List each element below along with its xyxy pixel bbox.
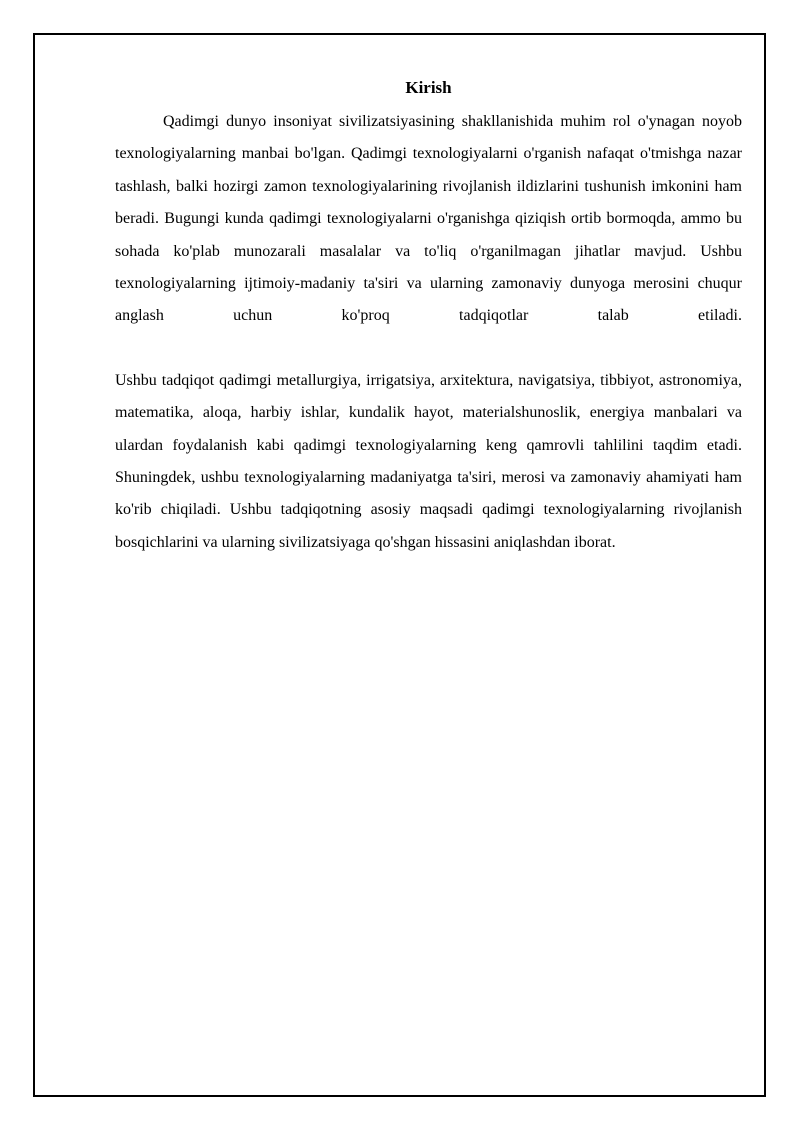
paragraph-scope: Ushbu tadqiqot qadimgi metallurgiya, irrigatsiya, arxitektura, navigatsiya, tibbiyot, astronomiya, matematika, aloqa, harbiy ishlar, kundalik hayot, materialshunoslik, energiya manbalari va ulardan foydalanish kabi qadimgi texnologiyalarning keng qamrovli tahlilini taqdim etadi. Shuningdek, ushbu texnologiyalarning madaniyatga ta'siri, merosi va zamonaviy ahamiyati ham ko'rib chiqiladi. Ushbu tadqiqotning asosiy maqsadi qadimgi texnologiyalarning rivojlanish bosqichlarini va ularning sivilizatsiyaga qo'shgan hissasini aniqlashdan iborat. — [115, 371, 742, 551]
document-body — [115, 76, 742, 559]
paragraph-intro: Qadimgi dunyo insoniyat sivilizatsiyasining shakllanishida muhim rol o'ynagan noyob texnologiyalarning manbai bo'lgan. Qadimgi texnologiyalarni o'rganish nafaqat o'tmishga nazar tashlash, balki hozirgi zamon texnologiyalarining rivojlanish ildizlarini tushunish imkonini ham beradi. Bugungi kunda qadimgi texnologiyalarni o'rganishga qiziqish ortib bormoqda, ammo bu sohada ko'plab munozarali masalalar va to'liq o'rganilmagan jihatlar mavjud. Ushbu texnologiyalarning ijtimoiy-madaniy ta'siri va ularning zamonaviy dunyoga merosini chuqur anglash uchun ko'proq tadqiqotlar talab etiladi. — [115, 113, 742, 325]
page-title: Kirish — [405, 78, 452, 97]
